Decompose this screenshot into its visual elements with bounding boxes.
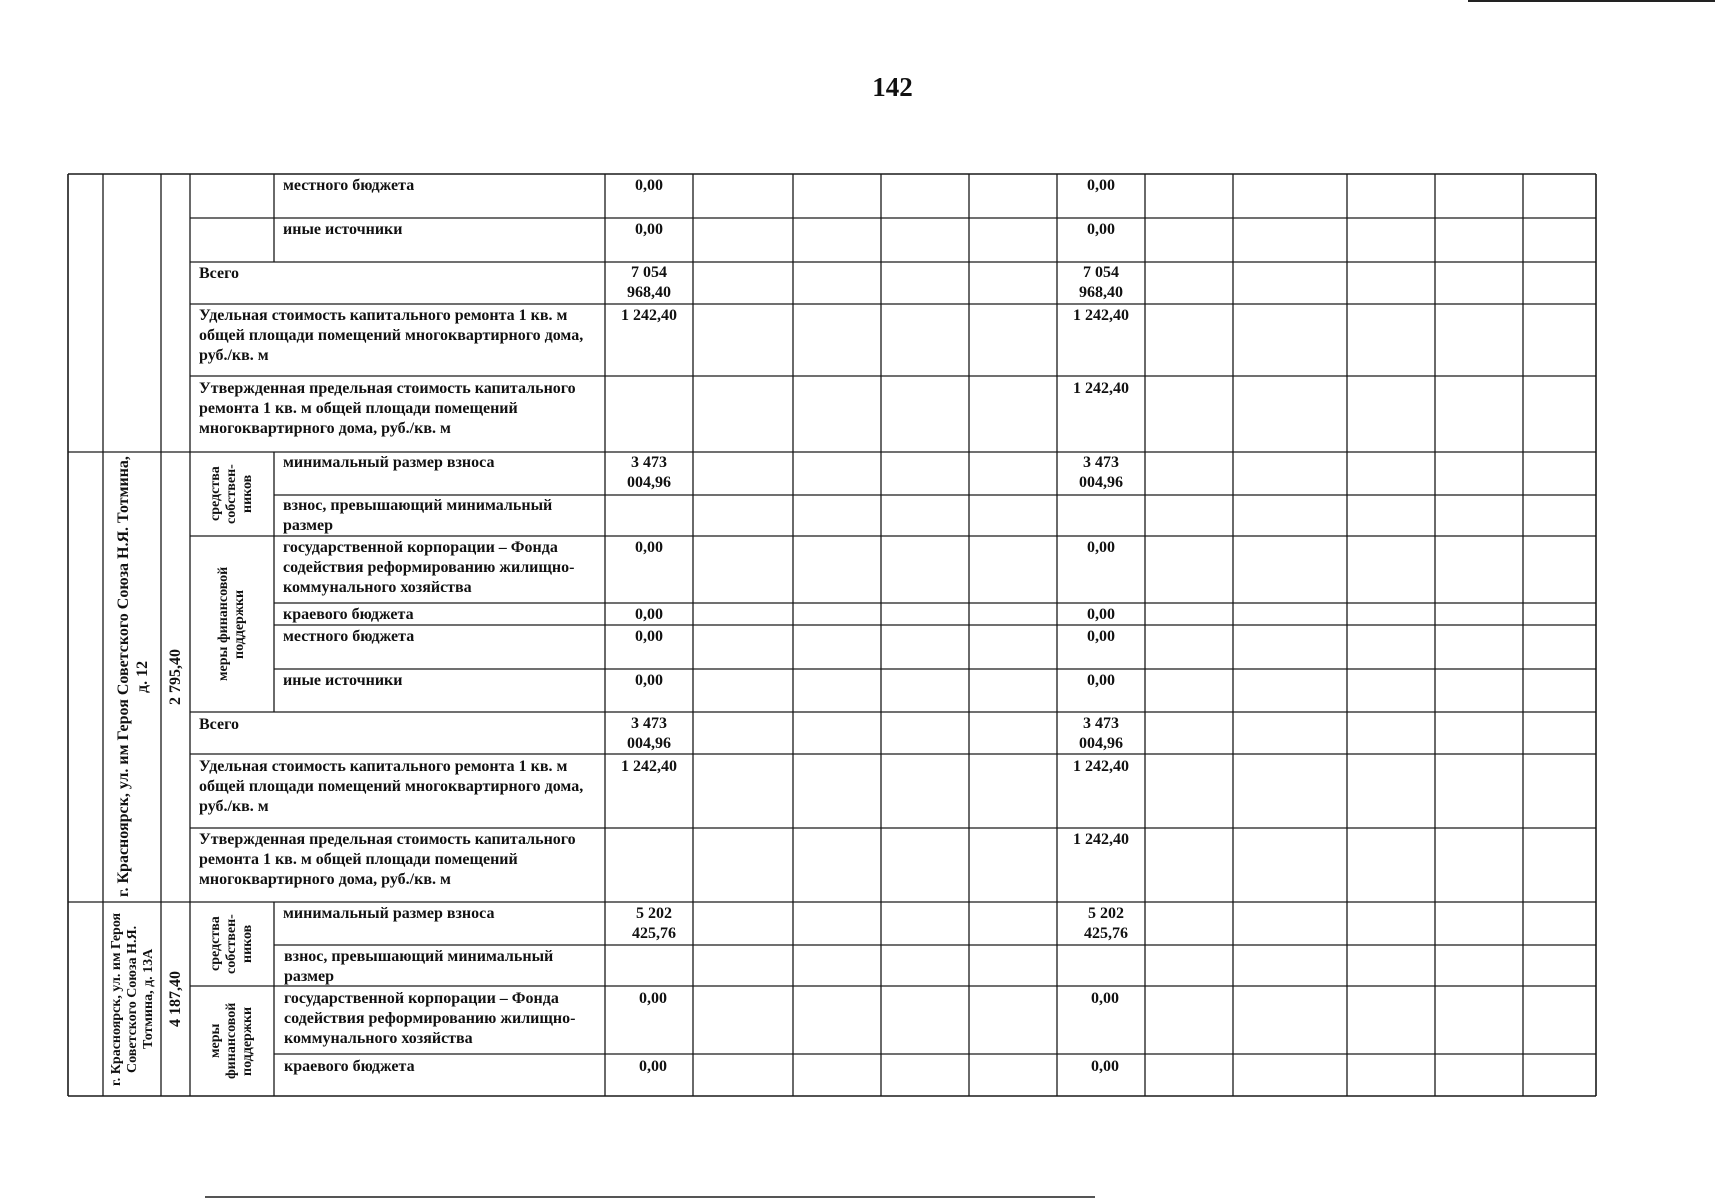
total-kraevogo-2: 0,00	[1087, 606, 1115, 623]
plan-gos-korp-2: 0,00	[635, 539, 663, 556]
total-udelnaya-2: 1 242,40	[1073, 758, 1129, 775]
plan-vsego-1: 7 054 968,40	[627, 264, 671, 301]
label-vznos-prev-2: взнос, превышающий минимальный размер	[283, 497, 553, 534]
total-min-vznos-3: 5 202 425,76	[1084, 905, 1128, 942]
total-kraevogo-3: 0,00	[1091, 1058, 1119, 1075]
support-group-2: меры финансовой поддержки	[216, 566, 247, 682]
plan-udelnaya-2: 1 242,40	[621, 758, 677, 775]
total-gos-korp-2: 0,00	[1087, 539, 1115, 556]
plan-inye-1: 0,00	[635, 221, 663, 238]
total-inye-1: 0,00	[1087, 221, 1115, 238]
area-3: 4 187,40	[167, 971, 184, 1027]
total-gos-korp-3: 0,00	[1091, 990, 1119, 1007]
address-3: г. Красноярск, ул. им Героя Советского Союза Н.Я. Тотмина, д. 13А	[109, 912, 156, 1086]
label-vznos-prev-3: взнос, превышающий минимальный размер	[284, 948, 554, 985]
label-gos-korp-3: государственной корпорации – Фонда содействия реформированию жилищно-коммунального хозяйства	[284, 990, 576, 1047]
label-gos-korp-2: государственной корпорации – Фонда содействия реформированию жилищно-коммунального хозяйства	[283, 539, 575, 596]
label-kraevogo-2: краевого бюджета	[283, 606, 414, 623]
support-group-3: меры финансовой поддержки	[208, 1002, 255, 1080]
total-inye-2: 0,00	[1087, 672, 1115, 689]
label-utverzhd-1: Утвержденная предельная стоимость капитального ремонта 1 кв. м общей площади помещений многоквартирного дома, руб./кв. м	[199, 380, 576, 437]
label-vsego-2: Всего	[199, 716, 239, 733]
plan-kraevogo-2: 0,00	[635, 606, 663, 623]
label-vsego-1: Всего	[199, 265, 239, 282]
plan-mestnogo-2: 0,00	[635, 628, 663, 645]
label-kraevogo-3: краевого бюджета	[284, 1058, 415, 1075]
own-funds-group-3: средства собствен-ников	[208, 914, 255, 974]
plan-min-vznos-3: 5 202 425,76	[632, 905, 676, 942]
plan-udelnaya-1: 1 242,40	[621, 307, 677, 324]
plan-gos-korp-3: 0,00	[639, 990, 667, 1007]
page-number: 142	[872, 72, 913, 102]
total-utverzhd-1: 1 242,40	[1073, 380, 1129, 397]
plan-inye-2: 0,00	[635, 672, 663, 689]
total-min-vznos-2: 3 473 004,96	[1079, 454, 1123, 491]
plan-vsego-2: 3 473 004,96	[627, 715, 671, 752]
label-min-vznos-3: минимальный размер взноса	[283, 905, 495, 922]
label-min-vznos-2: минимальный размер взноса	[283, 454, 495, 471]
label-inye-2: иные источники	[283, 672, 403, 689]
label-utverzhd-2: Утвержденная предельная стоимость капитального ремонта 1 кв. м общей площади помещений многоквартирного дома, руб./кв. м	[199, 831, 576, 888]
total-mestnogo-2: 0,00	[1087, 628, 1115, 645]
label-udelnaya-1: Удельная стоимость капитального ремонта 1 кв. м общей площади помещений многоквартирного дома, руб./кв. м	[199, 307, 584, 364]
area-2: 2 795,40	[167, 649, 184, 705]
total-vsego-2: 3 473 004,96	[1079, 715, 1123, 752]
plan-mestnogo-1: 0,00	[635, 177, 663, 194]
total-mestnogo-1: 0,00	[1087, 177, 1115, 194]
total-vsego-1: 7 054 968,40	[1079, 264, 1123, 301]
plan-kraevogo-3: 0,00	[639, 1058, 667, 1075]
label-udelnaya-2: Удельная стоимость капитального ремонта 1 кв. м общей площади помещений многоквартирного дома, руб./кв. м	[199, 758, 584, 815]
total-udelnaya-1: 1 242,40	[1073, 307, 1129, 324]
address-2: г. Красноярск, ул. им Героя Советского Союза Н.Я. Тотмина, д. 12	[115, 456, 151, 898]
label-inye-1: иные источники	[283, 221, 403, 238]
label-mestnogo-2: местного бюджета	[283, 628, 415, 645]
plan-min-vznos-2: 3 473 004,96	[627, 454, 671, 491]
label-mestnogo-1: местного бюджета	[283, 177, 415, 194]
total-utverzhd-2: 1 242,40	[1073, 831, 1129, 848]
own-funds-group-2: средства собствен-ников	[208, 464, 255, 524]
